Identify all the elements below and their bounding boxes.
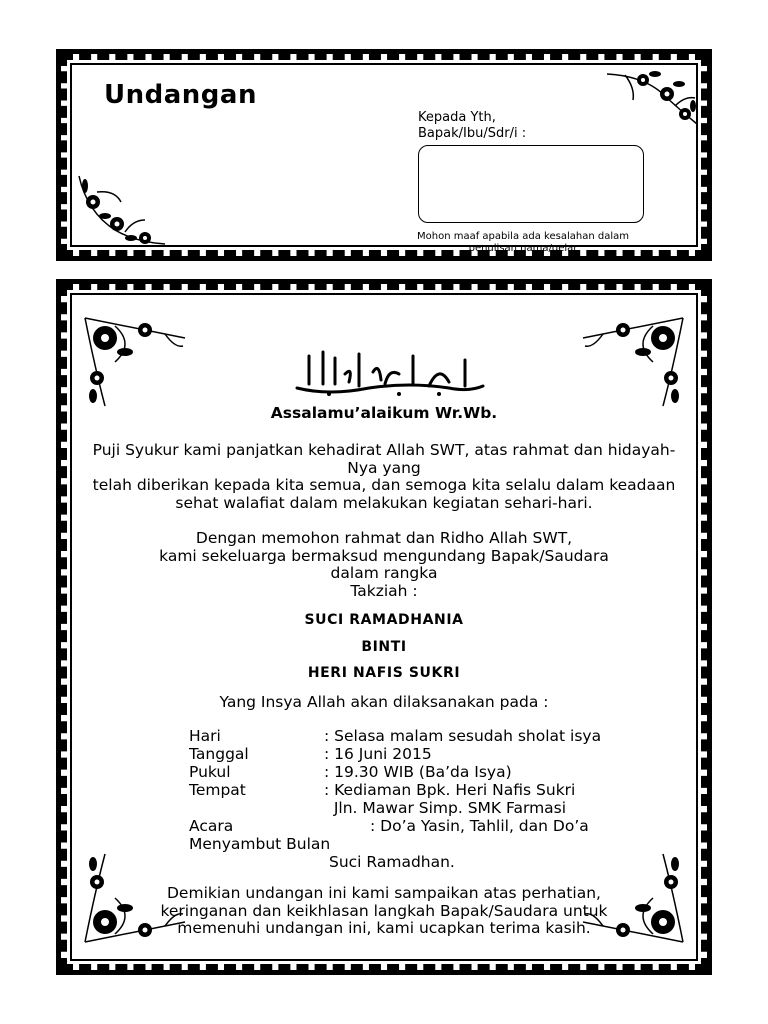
envelope-title: Undangan [104,80,257,110]
letter-panel [56,279,712,975]
flower-corner-ornament-bottom-left [75,172,167,250]
detail-row [189,781,689,799]
invitation-line-2: kami sekeluarga bermaksud mengundang Bapak/Saudara [159,546,609,565]
detail-value: Jln. Mawar Simp. SMK Farmasi [324,799,567,817]
opening-line-3: telah diberikan kepada kita semua, dan semoga kita selalu dalam keadaan [92,476,676,494]
detail-row-acara [189,817,689,835]
father-name: HERI NAFIS SUKRI [307,665,461,681]
opening-paragraph [61,442,707,512]
schedule-intro: Yang Insya Allah akan dilaksanakan pada : [219,693,549,711]
binti-label: BINTI [361,639,407,655]
envelope-panel [56,49,712,261]
acara-line-3: Suci Ramadhan. [329,853,455,871]
closing-line-3: memenuhi undangan ini, kami ucapkan terima kasih. [177,919,591,937]
detail-value: : 16 Juni 2015 [324,745,432,763]
closing-paragraph [61,885,707,938]
detail-value: : Selasa malam sesudah sholat isya [324,727,602,745]
detail-row [189,763,689,781]
invitation-line-3: dalam rangka [330,564,438,582]
flower-corner-ornament-top-left [75,308,187,408]
deceased-name: SUCI RAMADHANIA [304,612,464,628]
bismillah-calligraphy [289,344,489,400]
salam-greeting: Assalamu’alaikum Wr.Wb. [270,404,498,422]
acara-line-2: Menyambut Bulan [189,835,331,853]
detail-row [189,727,689,745]
recipient-label [418,110,526,142]
flower-corner-ornament-top-right [605,66,701,128]
detail-label: Tanggal [189,745,249,763]
closing-line-2: keringanan dan keikhlasan langkah Bapak/Saudara untuk [160,901,608,920]
acara-value: : Do’a Yasin, Tahlil, dan Do’a [370,817,589,835]
recipient-line-1: Kepada Yth, [418,110,496,125]
detail-label: Pukul [189,763,231,781]
invitation-line-4: Takziah : [350,581,418,600]
acara-label: Acara [189,817,234,835]
detail-value: : 19.30 WIB (Ba’da Isya) [324,763,512,781]
recipient-line-2: Bapak/Ibu/Sdr/i : [418,126,527,141]
detail-row [189,745,689,763]
opening-line-4: sehat walafiat dalam melakukan kegiatan sehari-hari. [175,493,593,512]
flower-corner-ornament-top-right [581,308,693,408]
detail-label: Hari [189,727,221,745]
detail-row [189,799,689,817]
invitation-paragraph [61,530,707,600]
detail-label: Tempat [189,781,246,799]
apology-note: Mohon maaf apabila ada kesalahan dalam penulisan nama/gelar [417,231,629,254]
detail-value: : Kediaman Bpk. Heri Nafis Sukri [324,781,576,799]
event-details [189,727,689,887]
invitation-line-1: Dengan memohon rahmat dan Ridho Allah SWT, [195,529,573,547]
opening-line-1: Puji Syukur kami panjatkan kehadirat Allah SWT, atas rahmat dan hidayah- [92,441,676,459]
recipient-name-box [418,145,644,223]
opening-line-2: Nya yang [347,458,421,477]
closing-line-1: Demikian undangan ini kami sampaikan atas perhatian, [167,884,601,902]
